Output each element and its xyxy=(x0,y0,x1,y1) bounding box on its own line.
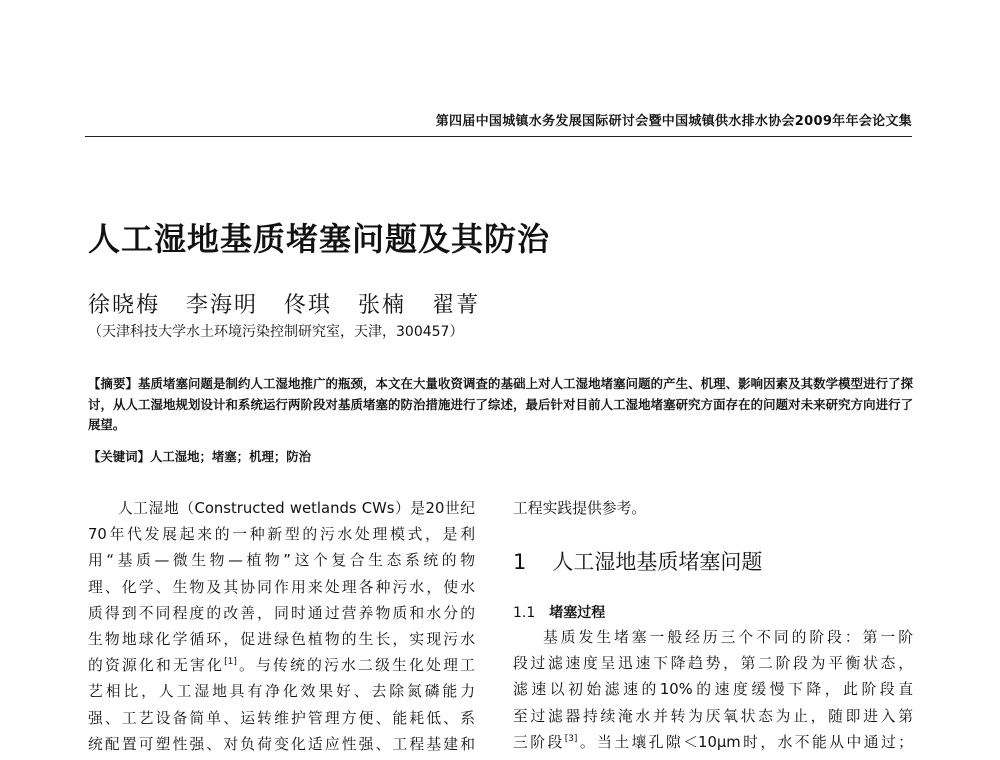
keywords xyxy=(88,447,311,465)
body-line: 生物地球化学循环，促进绿色植物的生长，实现污水 xyxy=(88,631,475,649)
subsection-heading xyxy=(513,602,605,622)
right-column-top xyxy=(513,496,913,522)
header-rule xyxy=(85,136,912,137)
abstract-text: 基质堵塞问题是制约人工湿地推广的瓶颈，本文在大量收资调查的基础上对人工湿地堵塞问题的产生、机理、影响因素及其数学模型进行了探讨，从人工湿地规划设计和系统运行两阶段对基质堵塞的防治措施进行了综述，最后针对目前人工湿地堵塞研究方面存在的问题对未来研究方向进行了展望。 xyxy=(88,376,914,432)
body-line: 人工湿地（Constructed wetlands CWs）是20世纪 xyxy=(118,500,475,517)
body-line-with-ref xyxy=(513,730,913,756)
citation-ref[interactable]: [1] xyxy=(224,657,237,668)
author-name: 张楠 xyxy=(358,293,407,318)
section-title: 人工湿地基质堵塞问题 xyxy=(552,550,763,574)
abstract-tag: 【摘要】 xyxy=(88,376,139,391)
section-number: 1 xyxy=(513,550,527,574)
affiliation: （天津科技大学水土环境污染控制研究室，天津，300457） xyxy=(88,324,464,340)
body-line: 理、化学、生物及其协同作用来处理各种污水，使水 xyxy=(88,578,475,596)
body-line-with-ref xyxy=(88,653,475,679)
paper-title: 人工湿地基质堵塞问题及其防治 xyxy=(88,220,551,258)
author-name: 李海明 xyxy=(186,293,259,318)
author-list xyxy=(88,288,506,319)
left-column xyxy=(88,496,475,758)
author-name: 徐晓梅 xyxy=(88,293,161,318)
body-text: 三阶段 xyxy=(513,733,565,751)
body-line: 强、工艺设备简单、运转维护管理方便、能耗低、系 xyxy=(88,709,475,727)
body-line: 基质发生堵塞一般经历三个不同的阶段：第一阶 xyxy=(543,629,913,646)
body-text: 。当土壤孔隙＜10μm时，水不能从中通过； xyxy=(577,733,913,751)
body-line: 70年代发展起来的一种新型的污水处理模式，是利 xyxy=(88,526,475,544)
subsection-number: 1.1 xyxy=(513,605,536,621)
body-text: 。与传统的污水二级生化处理工 xyxy=(236,657,475,675)
body-line: 工程实践提供参考。 xyxy=(513,500,647,517)
abstract xyxy=(88,374,913,436)
body-line: 用“基质—微生物—植物”这个复合生态系统的物 xyxy=(88,552,475,570)
keywords-tag: 【关键词】 xyxy=(88,449,150,464)
author-name: 翟菁 xyxy=(432,293,481,318)
body-line: 质得到不同程度的改善，同时通过营养物质和水分的 xyxy=(88,604,475,622)
body-line: 滤速以初始滤速的10%的速度缓慢下降，此阶段直 xyxy=(513,681,913,699)
body-text: 的资源化和无害化 xyxy=(88,657,225,675)
keywords-text: 人工湿地；堵塞；机理；防治 xyxy=(149,449,312,464)
right-column-body xyxy=(513,625,913,756)
body-line: 艺相比，人工湿地具有净化效果好、去除氮磷能力 xyxy=(88,683,475,701)
running-header: 第四届中国城镇水务发展国际研讨会暨中国城镇供水排水协会2009年年会论文集 xyxy=(435,114,912,129)
body-line: 统配置可塑性强、对负荷变化适应性强、工程基建和 xyxy=(88,735,475,753)
body-line: 至过滤器持续淹水并转为厌氧状态为止，随即进入第 xyxy=(513,707,913,725)
author-name: 佟琪 xyxy=(284,293,333,318)
citation-ref[interactable]: [3] xyxy=(564,733,578,744)
body-line: 段过滤速度呈迅速下降趋势，第二阶段为平衡状态， xyxy=(513,655,913,673)
section-heading xyxy=(513,546,762,576)
subsection-title: 堵塞过程 xyxy=(549,605,606,621)
